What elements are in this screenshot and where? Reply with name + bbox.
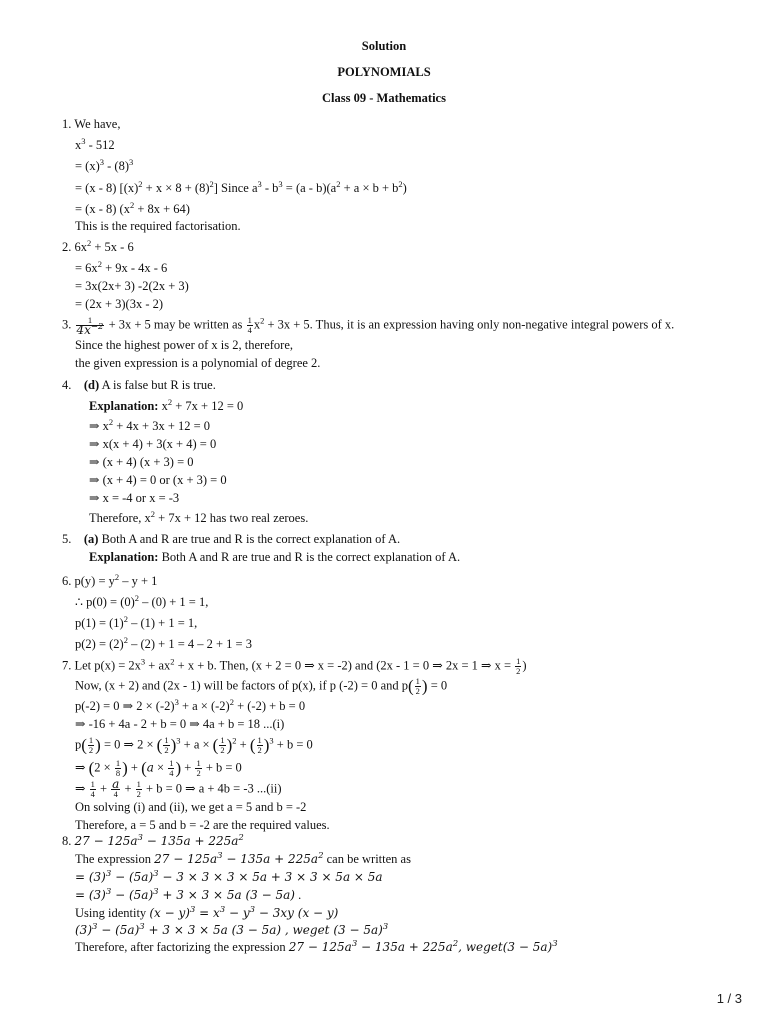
q7-line-4: ⇒ -16 + 4a - 2 + b = 0 ⇒ 4a + b = 18 ...(i) <box>75 717 285 731</box>
q4-line-3: ⇒ $x^2 + 4x + 3x + 12 = 0$ <box>89 417 211 433</box>
q7-line-5: p( $\frac{1}{2}$ ) = 0 ⇒ 2 × ( $\frac{1}{2}$ )$^3$ + a × ( $\frac{1}{2}$ )$^2$ + ( $\frac{1}{2}$ )$^3$ + b = 0 <box>75 735 313 755</box>
q6-line-3: $p(1) = (1)^2 - (1) + 1 = 1$, <box>75 614 198 630</box>
q2-line-1: 2. $6x^2 + 5x - 6$ <box>62 238 134 254</box>
class-title: Class 09 - Mathematics <box>322 91 446 105</box>
q4-line-7: ⇒ x = -4 or x = -3 <box>89 491 180 505</box>
q8-line-1: 8. $27 - 125a^3 - 135a + 225a^2$ <box>62 833 244 848</box>
q5-line-1: 5. (a) Both A and R are true and R is the correct explanation of A. <box>62 532 401 546</box>
q4-line-1: 4. (d) A is false but R is true. <box>62 378 216 392</box>
q4-line-6: ⇒ (x + 4) = 0 or (x + 3) = 0 <box>89 473 227 487</box>
q8-line-6: $(3)^3 - (5a)^3 + 3 \times 3 \times 5a$ (3 − 5a) , weget $(3 - 5a)^3$ <box>75 922 389 937</box>
q7-line-1: 7. Let $p(x) = 2x^3 + ax^2 + x + b$. Then, (x + 2 = 0 ⇒ x = -2) and (2x - 1 = 0 ⇒ 2x = 1 ⇒ x = $\frac{1}{2}$ ) <box>62 656 527 676</box>
q4-line-5: ⇒ (x + 4) (x + 3) = 0 <box>89 455 194 469</box>
q8-line-2: The expression $27 - 125a^3 - 135a + 225a^2$ can be written as <box>75 851 411 866</box>
q8-line-3: = $(3)^3 - (5a)^3 - 3 \times 3 \times 3 \times 5a + 3 \times 3 \times 5a \times 5a$ <box>75 869 383 884</box>
page-number: 1 / 3 <box>716 991 742 1006</box>
q8-line-5: Using identity $(x - y)^3 = x^3 - y^3 - 3xy$ (x − y) <box>75 905 339 920</box>
q7-line-7: ⇒ $\frac{1}{4}$ + a 4 + $\frac{1}{2}$ + b = 0 ⇒ a + 4b = -3 ...(ii) <box>75 777 282 799</box>
q1-line-5: = (x - 8) $(x^2 + 8x + 64)$ <box>75 200 190 216</box>
q2-line-2: = $6x^2 + 9x - 4x - 6$ <box>75 259 168 275</box>
q6-line-1: 6. $p(y) = y^2 - y + 1$ <box>62 572 158 588</box>
q1-line-3: = $(x)^3 - (8)^3$ <box>75 157 134 173</box>
q7-line-10: Therefore, a = 5 and b = -2 are the required values. <box>75 818 330 832</box>
q3-line-1: 3. 1 $4x^{-2}$ + 3x + 5 may be written as $\frac{1}{4}$ $x^2 + 3x + 5$. Thus, it is an expression having only non-negative integral powers of x. <box>62 315 675 337</box>
solution-heading: Solution <box>361 39 407 53</box>
q4-line-2: Explanation: $x^2 + 7x + 12 = 0$ <box>89 397 244 413</box>
q7-line-6: ⇒ (2 × $\frac{1}{8}$ ) + (a × $\frac{1}{4}$ ) + $\frac{1}{2}$ + b = 0 <box>75 758 242 778</box>
q3-line-3: the given expression is a polynomial of degree 2. <box>75 356 321 370</box>
q3-line-2: Since the highest power of x is 2, therefore, <box>75 338 293 352</box>
q1-line-2: $x^3 - 512$ <box>75 136 115 152</box>
q6-line-2: ∴ $p(0) = (0)^2 - (0) + 1 = 1$, <box>75 593 209 609</box>
q7-line-9: On solving (i) and (ii), we get a = 5 and b = -2 <box>75 800 307 814</box>
q5-line-2: Explanation: Both A and R are true and R is the correct explanation of A. <box>89 550 461 564</box>
q2-line-4: = (2x + 3)(3x - 2) <box>75 297 164 311</box>
q8-line-7: Therefore, after factorizing the expression $27 - 125a^3 - 135a + 225a^2$, weget(3 − 5a)$^3$ <box>75 939 558 954</box>
q8-line-4: = $(3)^3 - (5a)^3 + 3 \times 3 \times 5a$ (3 − 5a) . <box>75 887 302 902</box>
q6-line-4: $p(2) = (2)^2 - (2) + 1 = 4 - 2 + 1 = 3$ <box>75 635 252 651</box>
q1-line-1: 1. We have, <box>62 117 121 131</box>
q7-line-2: Now, (x + 2) and (2x - 1) will be factors of p(x), if p (-2) = 0 and p( $\frac{1}{2}$ ) = 0 <box>75 676 448 696</box>
q7-line-3: p(-2) = 0 ⇒ $2 \times (-2)^3 + a \times (-2)^2 + (-2) + b = 0$ <box>75 697 306 713</box>
q2-line-3: = 3x(2x+ 3) -2(2x + 3) <box>75 279 189 293</box>
q4-line-8: Therefore, $x^2 + 7x + 12$ has two real zeroes. <box>89 509 309 525</box>
q4-line-4: ⇒ x(x + 4) + 3(x + 4) = 0 <box>89 437 217 451</box>
q1-line-4: = (x - 8) $[(x)^2 + x \times 8 + (8)^2]$ Since $a^3 - b^3 = (a - b)(a^2 + a \times b + b^2)$ <box>75 179 407 195</box>
q1-line-6: This is the required factorisation. <box>75 219 241 233</box>
subject-title: POLYNOMIALS <box>337 65 431 79</box>
